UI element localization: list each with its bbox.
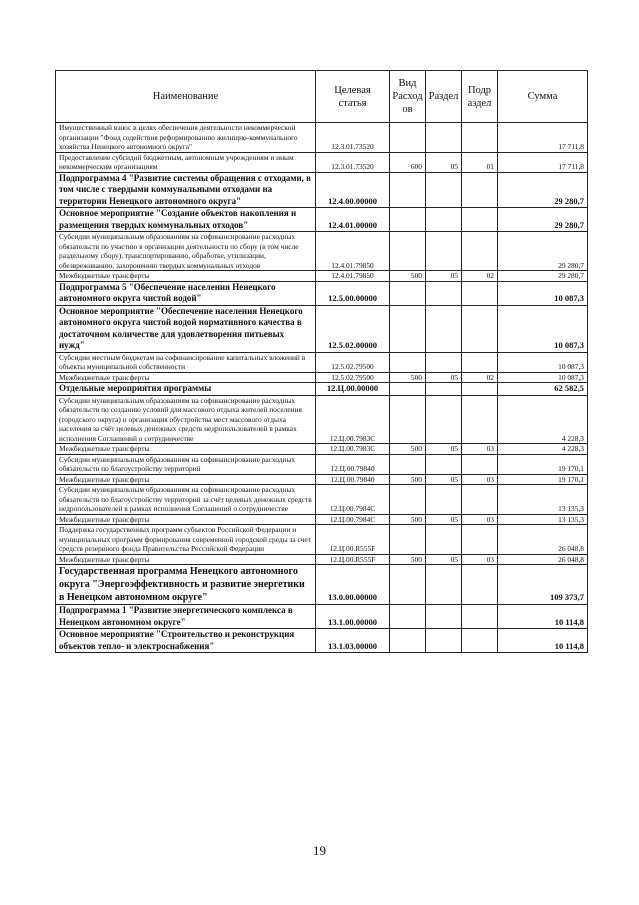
- row-section-cell: [426, 352, 462, 372]
- row-subsection-cell: [462, 454, 498, 474]
- row-section-cell: 05: [426, 514, 462, 525]
- table-row: [56, 454, 588, 474]
- row-target-article-cell: 12.Ц.00.7983С: [316, 444, 390, 455]
- row-target-article-cell: 12.Ц.00.00000: [316, 383, 390, 396]
- row-target-article-cell: 12.5.02.79500: [316, 372, 390, 383]
- table-row: [56, 525, 588, 555]
- row-name-cell: Основное мероприятие "Обеспечение населения Ненецкого автономного округа чистой водой нормативного качества в достаточном количестве для удовлетворения питьевых нужд": [56, 305, 316, 352]
- row-target-article-cell: 13.0.00.00000: [316, 565, 390, 605]
- row-section-cell: [426, 383, 462, 396]
- row-section-cell: 05: [426, 444, 462, 455]
- row-target-article-cell: 12.3.01.73520: [316, 152, 390, 172]
- row-name-cell: Отдельные мероприятия программы: [56, 383, 316, 396]
- header-row: [56, 71, 588, 123]
- row-sum-cell: 13 135,3: [498, 485, 588, 515]
- row-sum-cell: 4 228,3: [498, 444, 588, 455]
- header-subsection: Подр аздел: [462, 71, 498, 123]
- row-name-cell: Межбюджетные трансферты: [56, 444, 316, 455]
- row-section-cell: 05: [426, 152, 462, 172]
- row-section-cell: [426, 305, 462, 352]
- table-row: [56, 208, 588, 232]
- row-sum-cell: 10 087,3: [498, 352, 588, 372]
- row-section-cell: [426, 485, 462, 515]
- budget-table: [55, 70, 588, 653]
- row-subsection-cell: [462, 525, 498, 555]
- row-subsection-cell: [462, 232, 498, 271]
- row-target-article-cell: 12.Ц.00.7984С: [316, 485, 390, 515]
- row-section-cell: [426, 605, 462, 629]
- row-name-cell: Субсидии местным бюджетам на софинансирование капитальных вложений в объекты муниципальной собственности: [56, 352, 316, 372]
- row-section-cell: [426, 123, 462, 153]
- header-target-article: Целевая статья: [316, 71, 390, 123]
- row-sum-cell: 13 135,3: [498, 514, 588, 525]
- row-subsection-cell: [462, 123, 498, 153]
- header-sum: Сумма: [498, 71, 588, 123]
- table-row: [56, 352, 588, 372]
- row-name-cell: Межбюджетные трансферты: [56, 271, 316, 282]
- row-subsection-cell: [462, 565, 498, 605]
- table-row: [56, 372, 588, 383]
- row-name-cell: Подпрограмма 5 "Обеспечение населения Ненецкого автономного округа чистой водой": [56, 281, 316, 305]
- table-row: [56, 383, 588, 396]
- row-section-cell: 05: [426, 372, 462, 383]
- row-expense-type-cell: [390, 123, 426, 153]
- row-sum-cell: 109 373,7: [498, 565, 588, 605]
- row-expense-type-cell: 500: [390, 444, 426, 455]
- row-sum-cell: 29 280,7: [498, 208, 588, 232]
- row-name-cell: Предоставление субсидий бюджетным, автономным учреждениям и иным некоммерческим организациям: [56, 152, 316, 172]
- row-subsection-cell: [462, 208, 498, 232]
- row-section-cell: 05: [426, 271, 462, 282]
- table-row: [56, 281, 588, 305]
- row-name-cell: Подпрограмма 4 "Развитие системы обращения с отходами, в том числе с твердыми коммунальными отходами на территории Ненецкого автономного округа": [56, 172, 316, 208]
- row-expense-type-cell: [390, 208, 426, 232]
- row-sum-cell: 10 114,8: [498, 629, 588, 653]
- row-target-article-cell: 12.4.01.00000: [316, 208, 390, 232]
- row-subsection-cell: [462, 395, 498, 444]
- row-sum-cell: 10 114,8: [498, 605, 588, 629]
- row-sum-cell: 17 711,8: [498, 123, 588, 153]
- row-section-cell: [426, 281, 462, 305]
- table-row: [56, 152, 588, 172]
- header-expense-type: Вид Расход ов: [390, 71, 426, 123]
- row-name-cell: Субсидии муниципальным образованиям на софинансирование расходных обязательств по благоустройству территорий за счёт целевых денежных средств недропользователей в рамках исполнения Соглашений о сотрудничестве: [56, 485, 316, 515]
- row-sum-cell: 10 087,3: [498, 305, 588, 352]
- row-target-article-cell: 12.4.01.79850: [316, 232, 390, 271]
- row-target-article-cell: 12.4.01.79850: [316, 271, 390, 282]
- row-sum-cell: 29 280,7: [498, 172, 588, 208]
- row-expense-type-cell: [390, 605, 426, 629]
- row-name-cell: Межбюджетные трансферты: [56, 514, 316, 525]
- table-row: [56, 605, 588, 629]
- row-expense-type-cell: [390, 352, 426, 372]
- table-row: [56, 554, 588, 565]
- table-row: [56, 232, 588, 271]
- row-expense-type-cell: [390, 281, 426, 305]
- row-target-article-cell: 12.5.02.00000: [316, 305, 390, 352]
- row-subsection-cell: 03: [462, 444, 498, 455]
- row-sum-cell: 19 170,1: [498, 474, 588, 485]
- row-section-cell: [426, 565, 462, 605]
- row-subsection-cell: 03: [462, 554, 498, 565]
- row-section-cell: [426, 208, 462, 232]
- row-expense-type-cell: [390, 172, 426, 208]
- row-section-cell: 05: [426, 474, 462, 485]
- row-name-cell: Подпрограмма 1 "Развитие энергетического комплекса в Ненецком автономном округе": [56, 605, 316, 629]
- row-expense-type-cell: [390, 485, 426, 515]
- row-section-cell: [426, 232, 462, 271]
- row-target-article-cell: 12.Ц.00.79840: [316, 454, 390, 474]
- row-subsection-cell: [462, 172, 498, 208]
- table-row: [56, 444, 588, 455]
- row-subsection-cell: 03: [462, 514, 498, 525]
- row-target-article-cell: 13.1.03.00000: [316, 629, 390, 653]
- page-number: 19: [313, 843, 326, 858]
- row-subsection-cell: [462, 352, 498, 372]
- row-expense-type-cell: [390, 395, 426, 444]
- row-expense-type-cell: 500: [390, 372, 426, 383]
- row-name-cell: Основное мероприятие "Создание объектов накопления и размещения твердых коммунальных отходов": [56, 208, 316, 232]
- row-subsection-cell: [462, 485, 498, 515]
- row-subsection-cell: [462, 281, 498, 305]
- row-expense-type-cell: [390, 232, 426, 271]
- row-name-cell: Поддержка государственных программ субъектов Российской Федерации и муниципальных программ формирования современной городской среды за счет средств резервного фонда Правительства Российской Федерации: [56, 525, 316, 555]
- header-name: Наименование: [56, 71, 316, 123]
- table-row: [56, 485, 588, 515]
- row-subsection-cell: [462, 629, 498, 653]
- row-name-cell: Имущественный взнос в целях обеспечения деятельности некоммерческой организации "Фонд содействия реформированию жилищно-коммунального хозяйства Ненецкого автономного округа": [56, 123, 316, 153]
- row-sum-cell: 10 087,3: [498, 372, 588, 383]
- row-name-cell: Государственная программа Ненецкого автономного округа "Энергоэффективность и развитие энергетики в Ненецком автономном округе": [56, 565, 316, 605]
- row-section-cell: [426, 629, 462, 653]
- header-section: Раздел: [426, 71, 462, 123]
- row-expense-type-cell: [390, 454, 426, 474]
- row-subsection-cell: 01: [462, 152, 498, 172]
- table-row: [56, 629, 588, 653]
- row-subsection-cell: 03: [462, 474, 498, 485]
- row-target-article-cell: 13.1.00.00000: [316, 605, 390, 629]
- row-sum-cell: 62 582,5: [498, 383, 588, 396]
- row-target-article-cell: 12.5.00.00000: [316, 281, 390, 305]
- table-row: [56, 172, 588, 208]
- row-expense-type-cell: [390, 305, 426, 352]
- table-row: [56, 395, 588, 444]
- row-section-cell: 05: [426, 554, 462, 565]
- row-name-cell: Основное мероприятие "Строительство и реконструкция объектов тепло- и электроснабжения": [56, 629, 316, 653]
- table-row: [56, 305, 588, 352]
- row-name-cell: Субсидии муниципальным образованиям на софинансирование расходных обязательств по благоустройству территорий: [56, 454, 316, 474]
- row-expense-type-cell: [390, 383, 426, 396]
- row-sum-cell: 19 170,1: [498, 454, 588, 474]
- row-target-article-cell: 12.4.00.00000: [316, 172, 390, 208]
- table-row: [56, 271, 588, 282]
- table-row: [56, 123, 588, 153]
- row-subsection-cell: [462, 305, 498, 352]
- table-row: [56, 565, 588, 605]
- row-target-article-cell: 12.3.01.73520: [316, 123, 390, 153]
- row-expense-type-cell: 500: [390, 474, 426, 485]
- row-name-cell: Межбюджетные трансферты: [56, 372, 316, 383]
- row-section-cell: [426, 454, 462, 474]
- row-subsection-cell: 02: [462, 372, 498, 383]
- row-expense-type-cell: 500: [390, 514, 426, 525]
- row-target-article-cell: 12.Ц.00.R555F: [316, 554, 390, 565]
- row-expense-type-cell: [390, 565, 426, 605]
- row-name-cell: Субсидии муниципальным образованиям на софинансирование расходных обязательств по участию в организации деятельности по сбору (в том числе раздельному сбору), транспортированию, обработке, утилизации, обезвреживанию, захоронению твердых коммунальных отходов: [56, 232, 316, 271]
- row-section-cell: [426, 525, 462, 555]
- row-expense-type-cell: [390, 525, 426, 555]
- row-expense-type-cell: 500: [390, 554, 426, 565]
- row-sum-cell: 29 280,7: [498, 271, 588, 282]
- row-name-cell: Межбюджетные трансферты: [56, 474, 316, 485]
- row-sum-cell: 26 048,8: [498, 525, 588, 555]
- row-sum-cell: 17 711,8: [498, 152, 588, 172]
- row-target-article-cell: 12.Ц.00.7984С: [316, 514, 390, 525]
- row-name-cell: Субсидии муниципальным образованиям на софинансирование расходных обязательств по созданию условий для массового отдыха жителей поселения (городского округа) и организация обустройства мест массового отдыха населения за счёт целевых денежных средств недропользователей в рамках исполнения Соглашений о сотрудничестве: [56, 395, 316, 444]
- table-row: [56, 514, 588, 525]
- row-subsection-cell: 02: [462, 271, 498, 282]
- row-subsection-cell: [462, 383, 498, 396]
- row-sum-cell: 10 087,3: [498, 281, 588, 305]
- row-expense-type-cell: 500: [390, 271, 426, 282]
- row-section-cell: [426, 172, 462, 208]
- row-expense-type-cell: [390, 629, 426, 653]
- row-target-article-cell: 12.Ц.00.R555F: [316, 525, 390, 555]
- table-row: [56, 474, 588, 485]
- row-target-article-cell: 12.Ц.00.7983С: [316, 395, 390, 444]
- row-expense-type-cell: 600: [390, 152, 426, 172]
- row-sum-cell: 4 228,3: [498, 395, 588, 444]
- row-target-article-cell: 12.5.02.79500: [316, 352, 390, 372]
- row-sum-cell: 26 048,8: [498, 554, 588, 565]
- row-name-cell: Межбюджетные трансферты: [56, 554, 316, 565]
- row-sum-cell: 29 280,7: [498, 232, 588, 271]
- row-section-cell: [426, 395, 462, 444]
- row-subsection-cell: [462, 605, 498, 629]
- row-target-article-cell: 12.Ц.00.79840: [316, 474, 390, 485]
